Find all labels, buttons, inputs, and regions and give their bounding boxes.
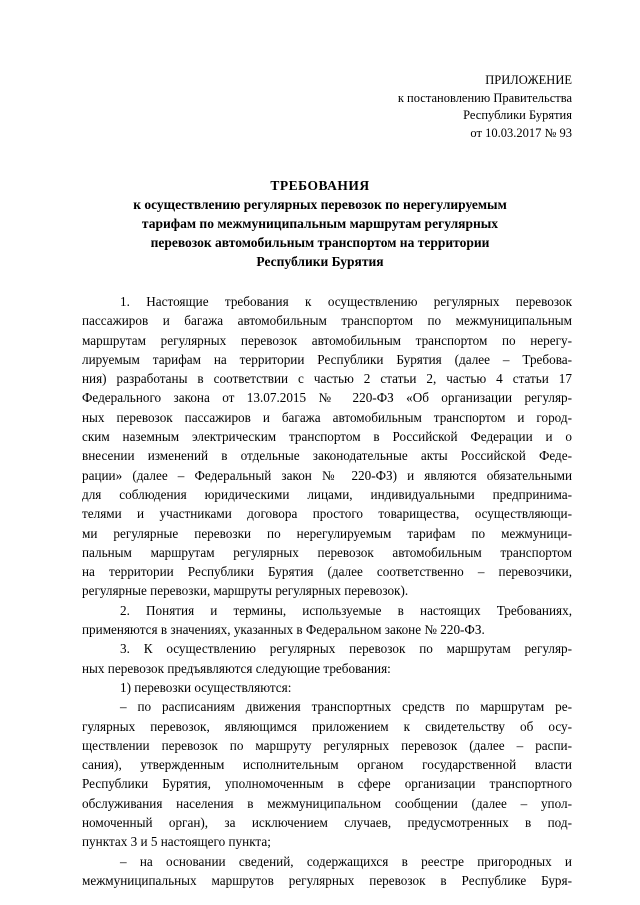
body-line: – на основании сведений, содержащихся в реестре пригородных и — [120, 853, 572, 869]
body-line: 2. Понятия и термины, используемые в настоящих Требованиях, — [120, 602, 572, 618]
title-heading: ТРЕБОВАНИЯ — [270, 178, 370, 193]
body-line: телями и участниками договора простого товарищества, осуществляющи- — [82, 506, 572, 522]
body-line: на территории Республики Бурятия (далее соответственно – перевозчики, — [82, 564, 572, 580]
appendix-resolution: к постановлению Правительства — [397, 90, 572, 105]
body-line: маршрутам регулярных перевозок автомобильным транспортом по нерегу- — [82, 332, 572, 348]
body-line: пассажиров и багажа автомобильным транспортом по межмуниципальным — [82, 313, 572, 329]
body-line: рации» (далее – Федеральный закон № 220-ФЗ) и являются обязательными — [82, 467, 572, 483]
body-line: ных перевозок пассажиров и багажа автомобильным транспортом и город- — [82, 409, 572, 425]
appendix-header — [340, 72, 572, 142]
document-body — [82, 292, 572, 890]
appendix-date-number: от 10.03.2017 № 93 — [470, 125, 572, 140]
body-line: гулярных перевозок, являющимся приложением к свидетельству об осу- — [82, 718, 572, 734]
body-line: Федерального закона от 13.07.2015 № 220-ФЗ «Об организации регуляр- — [82, 390, 572, 406]
body-line: ния) разработаны в соответствии с частью 2 статьи 2, частью 4 статьи 17 — [82, 371, 572, 387]
body-line: пунктах 3 и 5 настоящего пункта; — [82, 834, 271, 850]
title-line: Республики Бурятия — [256, 254, 384, 269]
body-line: ществлении перевозок по маршруту регулярных перевозок (далее – распи- — [82, 737, 572, 753]
body-line: ским наземным электрическим транспортом в Российской Федерации и о — [82, 429, 572, 445]
body-line: ных перевозок предъявляются следующие требования: — [82, 660, 391, 676]
body-line: внесении изменений в отдельные законодательные акты Российской Феде- — [82, 448, 572, 464]
body-line: регулярные перевозки, маршруты регулярных перевозок). — [82, 583, 409, 599]
body-line: обслуживания населения в межмуниципальном сообщении (далее – упол- — [82, 795, 572, 811]
body-line: лируемым тарифам на территории Республики Бурятия (далее – Требова- — [82, 351, 572, 367]
title-line: тарифам по межмуниципальным маршрутам регулярных — [141, 216, 499, 231]
title-line: перевозок автомобильным транспортом на территории — [150, 235, 490, 250]
body-line: 1) перевозки осуществляются: — [120, 679, 292, 695]
body-line: номоченный орган), за исключением случаев, предусмотренных в под- — [82, 815, 572, 831]
title-line: к осуществлению регулярных перевозок по нерегулируемым — [133, 197, 507, 212]
body-line: применяются в значениях, указанных в Федеральном законе № 220-ФЗ. — [82, 622, 485, 638]
body-line: для соблюдения юридическими лицами, индивидуальными предпринима- — [82, 486, 572, 502]
body-line: Республики Бурятия, уполномоченным в сфере организации транспортного — [82, 776, 572, 792]
appendix-label: ПРИЛОЖЕНИЕ — [485, 73, 572, 87]
appendix-republic: Республики Бурятия — [463, 108, 572, 122]
body-line: пальным маршрутам регулярных перевозок автомобильным транспортом — [82, 544, 572, 560]
body-line: ми регулярные перевозки по нерегулируемым тарифам по межмуници- — [82, 525, 572, 541]
body-line: межмуниципальных маршрутов регулярных перевозок в Республике Буря- — [82, 872, 572, 888]
body-line: 1. Настоящие требования к осуществлению регулярных перевозок — [120, 294, 572, 309]
body-line: 3. К осуществлению регулярных перевозок по маршрутам регуляр- — [120, 641, 572, 657]
document-title — [90, 176, 550, 271]
body-line: – по расписаниям движения транспортных средств по маршрутам ре- — [120, 699, 572, 715]
body-line: сания), утвержденным исполнительным органом государственной власти — [82, 757, 572, 773]
